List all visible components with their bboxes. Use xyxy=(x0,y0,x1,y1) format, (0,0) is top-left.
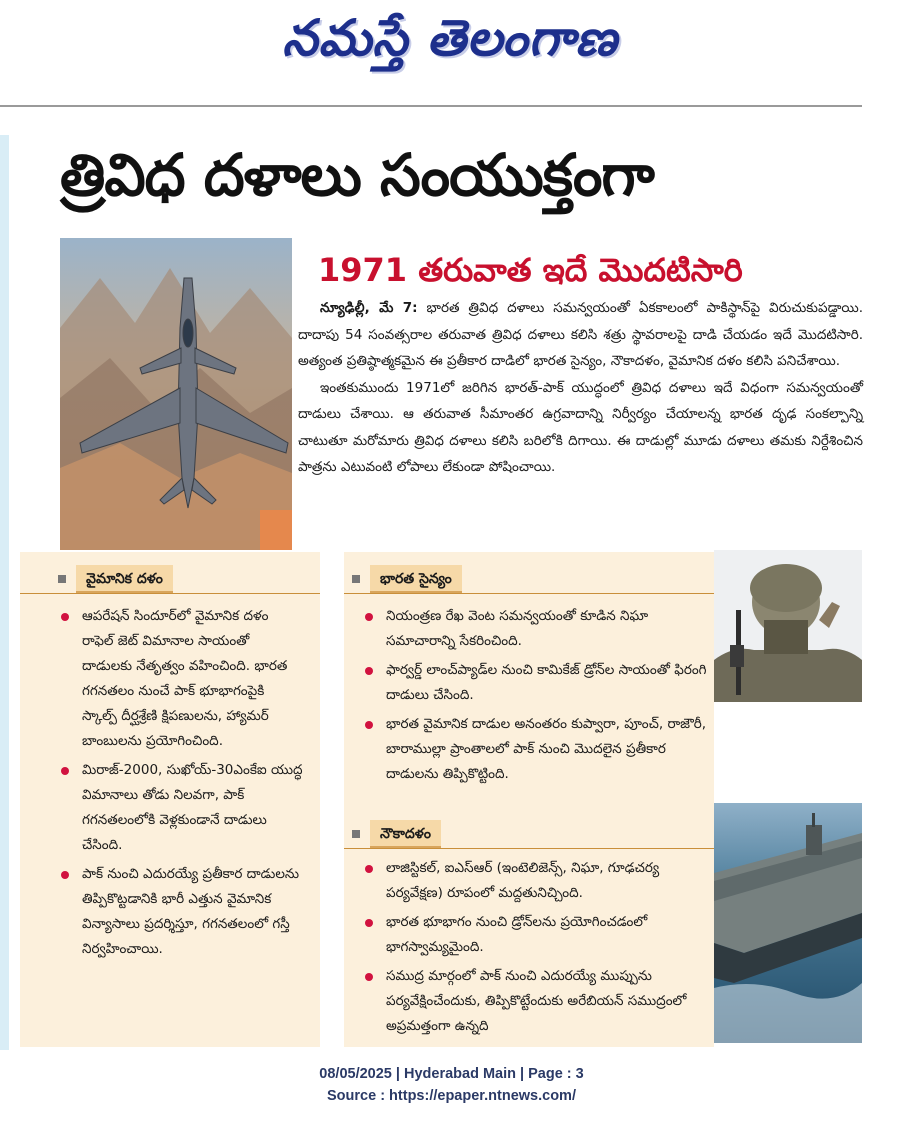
list-item: భారత వైమానిక దాడుల అనంతరం కుప్వారా, పూంచ్‌, రాజౌరీ, బారాముల్లా ప్రాంతాలలో పాక్‌ నుంచి మొదలైన ప్రతీకార దాడులను తిప్పికొట్టింది. xyxy=(362,712,707,787)
masthead-divider xyxy=(0,105,862,107)
left-margin-strip xyxy=(0,135,9,1050)
army-bullet-list xyxy=(362,604,707,791)
intro-paragraph-1-text: భారత త్రివిధ దళాలు సమన్వయంతో ఏకకాలంలో పాకిస్థాన్‌పై విరుచుకుపడ్డాయి. దాదాపు 54 సంవత్సరాల తరువాత త్రివిధ దళాలు కలిసి శత్రు స్థావరాలపై దాడి చేయడం ఇదే మొదటిసారి. అత్యంత ప్రతిష్ఠాత్మకమైన ఈ ప్రతీకార దాడిలో భారత సైన్యం, నౌకాదళం, వైమానిక దళం కలిసి పనిచేశాయి. xyxy=(298,300,863,369)
masthead xyxy=(0,0,903,105)
section-underline xyxy=(344,848,714,849)
section-underline xyxy=(20,593,320,594)
fighter-jet-photo xyxy=(60,238,292,550)
army-section-title: భారత సైన్యం xyxy=(370,565,462,593)
navy-section-title: నౌకాదళం xyxy=(370,820,441,848)
square-bullet-icon xyxy=(352,830,360,838)
navy-bullet-list xyxy=(362,856,707,1043)
intro-paragraph xyxy=(298,295,863,375)
article-intro xyxy=(298,295,863,481)
list-item: లాజిస్టికల్‌, ఐఎస్‌ఆర్‌ (ఇంటెలిజెన్స్‌, నిఘా, గూఢచర్య పర్యవేక్షణ) రూపంలో మద్దతునిచ్చింది. xyxy=(362,856,707,906)
article-subheadline: 1971 తరువాత ఇదే మొదటిసారి xyxy=(318,251,743,289)
list-item: పాక్‌ నుంచి ఎదురయ్యే ప్రతీకార దాడులను తిప్పికొట్టడానికి భారీ ఎత్తున వైమానిక విన్యాసాలు ప్రదర్శిస్తూ, గగనతలంలో గస్తీ నిర్వహించాయి. xyxy=(58,862,303,962)
list-item: సముద్ర మార్గంలో పాక్‌ నుంచి ఎదురయ్యే ముప్పును పర్యవేక్షించేందుకు, తిప్పికొట్టేందుకు అరేబియన్‌ సముద్రంలో అప్రమత్తంగా ఉన్నది xyxy=(362,964,707,1039)
airforce-bullet-list xyxy=(58,604,303,966)
list-item: భారత భూభాగం నుంచి డ్రోన్‌లను ప్రయోగించడంలో భాగస్వామ్యమైంది. xyxy=(362,910,707,960)
navy-section-header xyxy=(352,820,441,848)
army-section-header xyxy=(352,565,462,593)
section-underline xyxy=(344,593,714,594)
list-item: ఆపరేషన్‌ సిందూర్‌లో వైమానిక దళం రాఫెల్‌ జెట్‌ విమానాల సాయంతో దాడులకు నేతృత్వం వహించింది. భారత గగనతలం నుంచే పాక్‌ భూభాగంపైకి స్కాల్ప్‌ దీర్ఘశ్రేణి క్షిపణులను, హ్యామర్‌ బాంబులను ప్రయోగించింది. xyxy=(58,604,303,754)
intro-paragraph: ఇంతకుముందు 1971లో జరిగిన భారత్‌-పాక్‌ యుద్ధంలో త్రివిధ దళాలు ఇదే విధంగా సమన్వయంతో దాడులు చేశాయి. ఆ తరువాత సీమాంతర ఉగ్రవాదాన్ని నిర్వీర్యం చేయాలన్న భారత దృఢ సంకల్పాన్ని చాటుతూ మరోమారు త్రివిధ దళాలు కలిసి బరిలోకి దిగాయి. ఈ దాడుల్లో మూడు దళాలు తమకు నిర్దేశించిన పాత్రను ఎటువంటి లోపాలు లేకుండా పోషించాయి. xyxy=(298,379,863,475)
list-item: ఫార్వర్డ్‌ లాంచ్‌ప్యాడ్‌ల నుంచి కామికేజ్‌ డ్రోన్‌ల సాయంతో ఫిరంగి దాడులు చేసింది. xyxy=(362,658,707,708)
footer-edition-info: 08/05/2025 | Hyderabad Main | Page : 3 xyxy=(319,1066,584,1082)
square-bullet-icon xyxy=(352,575,360,583)
dateline: న్యూఢిల్లీ, మే 7: xyxy=(320,300,418,316)
square-bullet-icon xyxy=(58,575,66,583)
masthead-title: నమస్తే తెలంగాణ xyxy=(282,8,618,67)
footer-source-link[interactable]: Source : https://epaper.ntnews.com/ xyxy=(327,1088,576,1104)
page-footer xyxy=(0,1063,903,1107)
soldier-photo xyxy=(714,550,862,702)
aircraft-carrier-photo xyxy=(714,803,862,1043)
article-headline: త్రివిధ దళాలు సంయుక్తంగా xyxy=(60,141,654,209)
list-item: నియంత్రణ రేఖ వెంట సమన్వయంతో కూడిన నిఘా సమాచారాన్ని సేకరించింది. xyxy=(362,604,707,654)
list-item: మిరాజ్‌-2000, సుఖోయ్‌-30ఎంకేఐ యుద్ధ విమానాలు తోడు నిలవగా, పాక్‌ గగనతలంలోకి వెళ్లకుండానే దాడులు చేసింది. xyxy=(58,758,303,858)
airforce-section-title: వైమానిక దళం xyxy=(76,565,173,593)
airforce-section-header xyxy=(58,565,173,593)
